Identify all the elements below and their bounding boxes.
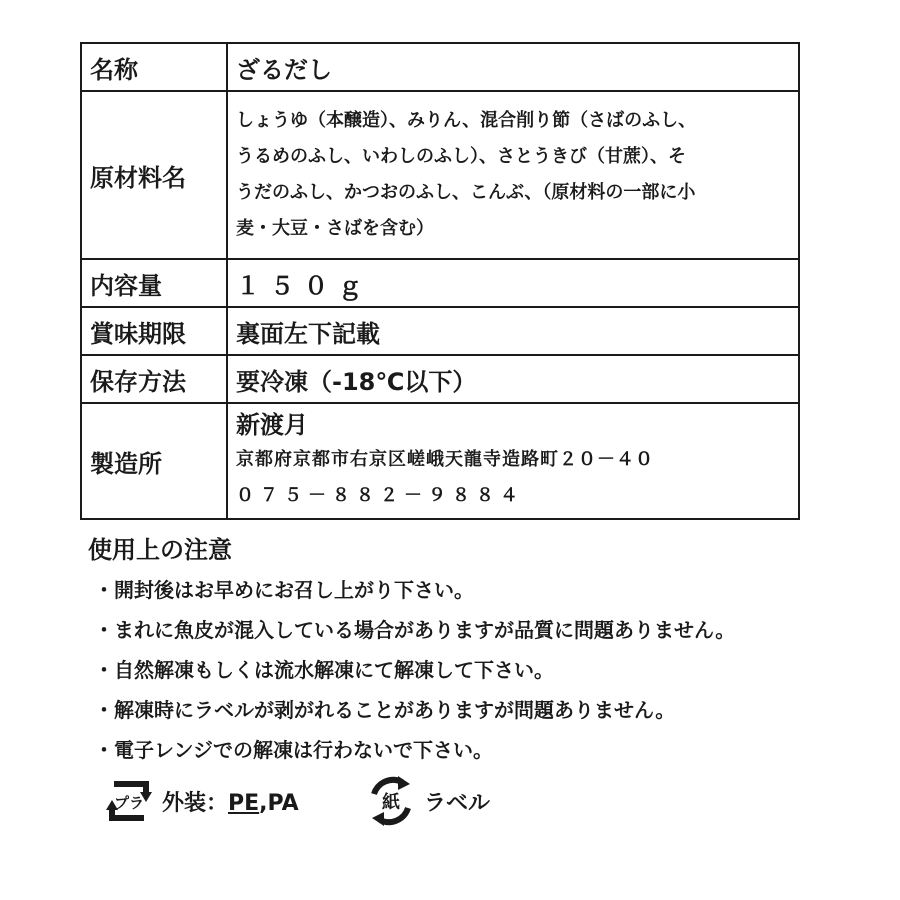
paper-mark: [362, 772, 490, 830]
manufacturer-name: 新渡月: [236, 411, 308, 439]
expiry-value: 裏面左下記載: [227, 307, 799, 355]
ingredients-line: うだのふし、かつおのふし、こんぶ、（原材料の一部に小: [236, 182, 696, 203]
storage-value: 要冷凍（-18℃以下）: [227, 355, 799, 403]
paper-recycle-icon: [362, 772, 420, 830]
capacity-value: １５０ｇ: [227, 259, 799, 307]
note-item: ・開封後はお早めにお召し上がり下さい。: [94, 578, 474, 602]
recycling-marks: [100, 772, 660, 832]
capacity-label: 内容量: [81, 259, 227, 307]
plastic-label-prefix: 外装：: [162, 790, 229, 816]
row-name: [81, 43, 799, 91]
storage-label: 保存方法: [81, 355, 227, 403]
ingredients-line: 麦・大豆・さばを含む）: [236, 218, 434, 239]
plastic-label: [162, 786, 299, 817]
manufacturer-phone: ０７５－８８２－９８８４: [236, 485, 524, 506]
row-ingredients: [81, 91, 799, 259]
row-expiry: [81, 307, 799, 355]
expiry-label: 賞味期限: [81, 307, 227, 355]
note-item: ・解凍時にラベルが剥がれることがありますが問題ありません。: [94, 698, 676, 722]
usage-notes: [88, 530, 878, 770]
note-item: ・電子レンジでの解凍は行わないで下さい。: [94, 738, 493, 762]
row-manufacturer: [81, 403, 799, 519]
row-storage: [81, 355, 799, 403]
manufacturer-address: 京都府京都市右京区嵯峨天龍寺造路町２０－４０: [236, 449, 654, 470]
plastic-mark-text: プラ: [113, 794, 145, 812]
note-item: ・自然解凍もしくは流水解凍にて解凍して下さい。: [94, 658, 554, 682]
name-label: 名称: [81, 43, 227, 91]
notes-list: [88, 570, 878, 770]
paper-mark-text: 紙: [382, 792, 400, 813]
food-label-table: [80, 42, 800, 520]
paper-label: ラベル: [424, 790, 491, 816]
plastic-material-pe: PE: [228, 790, 260, 816]
ingredients-line: うるめのふし、いわしのふし）、さとうきび（甘蔗）、そ: [236, 146, 686, 167]
ingredients-label: 原材料名: [81, 91, 227, 259]
plastic-mark: [100, 772, 299, 830]
plastic-material-rest: ,PA: [259, 790, 299, 816]
ingredients-value: [227, 91, 799, 259]
manufacturer-label: 製造所: [81, 403, 227, 519]
notes-title: 使用上の注意: [88, 536, 232, 564]
name-value: ざるだし: [227, 43, 799, 91]
ingredients-line: しょうゆ（本醸造）、みりん、混合削り節（さばのふし、: [236, 110, 697, 131]
plastic-recycle-icon: [100, 772, 158, 830]
note-item: ・まれに魚皮が混入している場合がありますが品質に問題ありません。: [94, 618, 736, 642]
row-capacity: [81, 259, 799, 307]
manufacturer-value: [227, 403, 799, 519]
